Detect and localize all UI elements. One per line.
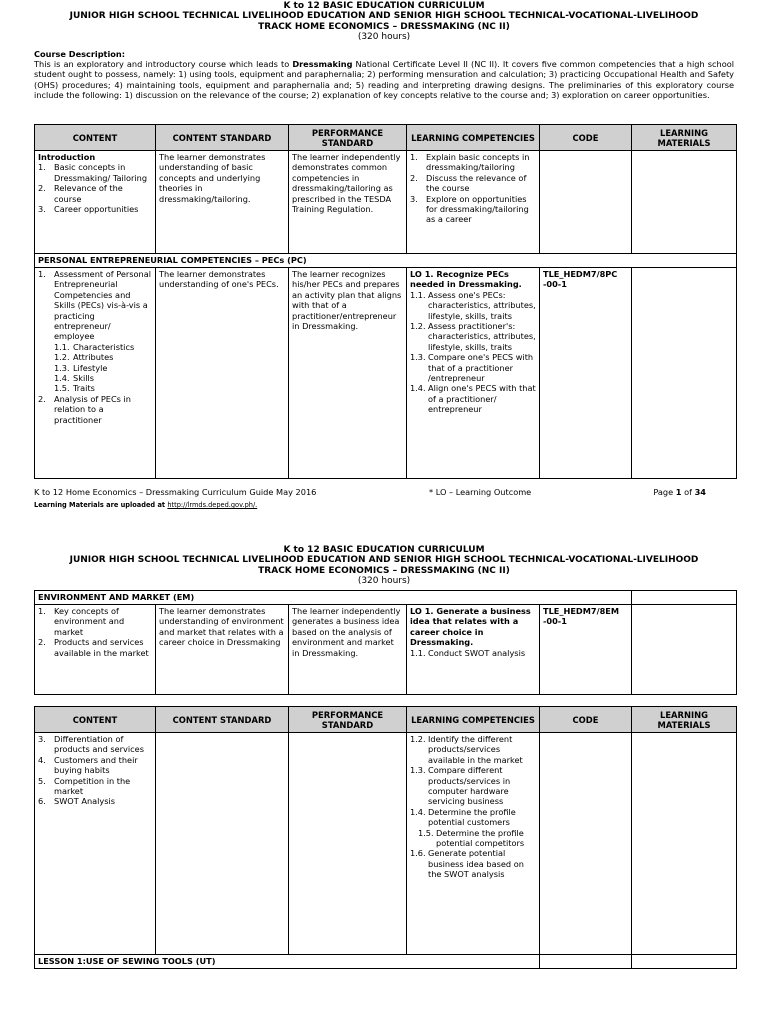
- intro-content: [35, 151, 156, 254]
- em2-performance-standard: [289, 733, 407, 955]
- pecs-code: TLE_HEDM7/8PC -00-1: [540, 268, 632, 479]
- list-item: 1.2. Attributes: [54, 352, 114, 363]
- col-content-standard: CONTENT STANDARD: [156, 707, 289, 733]
- curriculum-table-2a: [34, 590, 737, 695]
- em2-competencies: [407, 733, 540, 955]
- em-heading: ENVIRONMENT AND MARKET (EM): [35, 591, 632, 605]
- list-item: 1.1. Characteristics: [54, 341, 135, 352]
- col-learning-materials: LEARNING MATERIALS: [632, 125, 737, 151]
- list-item: 1.5. Traits: [54, 383, 95, 394]
- list-item: 2. Discuss the relevance of the course: [410, 172, 527, 194]
- curriculum-table-2b: [34, 706, 737, 969]
- course-description-after: National Certificate Level II (NC II). It covers five common competencies that a high school student ought to possess, namely: 1) using tools, equipment and paraphernalia; 2) performing mensuration and calculation; 3) practicing Occupational Health and Safety (OHS) procedures; 4) maintaining tools, equipment and paraphernalia and; 5) reading and interpreting drawing designs. The preliminaries of this exploratory course include the following: 1) discussion on the relevance of the course; 2) explanation of key concepts relative to the course and; 3) exploration on career opportunities.: [34, 59, 734, 101]
- col-performance-standard: PERFORMANCE STANDARD: [289, 125, 407, 151]
- intro-title: Introduction: [38, 152, 96, 162]
- col-learning-competencies: LEARNING COMPETENCIES: [407, 125, 540, 151]
- list-item: 6. SWOT Analysis: [38, 796, 116, 807]
- list-item: 2. Products and services available in the market: [38, 637, 149, 658]
- em-content-standard: The learner demonstrates understanding of environment and market that relates with a career choice in Dressmaking: [156, 605, 289, 695]
- course-description-before: This is an exploratory and introductory course which leads to: [34, 59, 293, 70]
- materials-link[interactable]: http://lrmds.deped.gov.ph/.: [167, 501, 258, 509]
- list-item: 1.2. Identify the different products/services available in the market: [410, 734, 523, 765]
- list-item: 1.3. Lifestyle: [54, 362, 108, 373]
- col-content: CONTENT: [35, 707, 156, 733]
- em-competencies: [407, 605, 540, 695]
- curriculum-title-2: K to 12 BASIC EDUCATION CURRICULUM: [283, 545, 485, 555]
- list-item: 1.4. Align one's PECS with that of a practitioner/ entrepreneur: [410, 383, 536, 415]
- intro-materials: [632, 151, 737, 254]
- em2-content-standard: [156, 733, 289, 955]
- list-item: 1. Assessment of Personal Entrepreneurial Competencies and Skills (PECs) vis-à-vis a practicing entrepreneur/ employee: [38, 269, 152, 342]
- pecs-competencies: [407, 268, 540, 479]
- col-learning-materials: LEARNING MATERIALS: [632, 707, 737, 733]
- list-item: 1.4. Determine the profile potential customers: [410, 806, 516, 828]
- list-item: 5. Competition in the market: [38, 775, 131, 797]
- pecs-materials: [632, 268, 737, 479]
- footer-guide: K to 12 Home Economics – Dressmaking Curriculum Guide May 2016: [34, 487, 317, 497]
- em-code: TLE_HEDM7/8EM -00-1: [540, 605, 632, 695]
- curriculum-title: K to 12 BASIC EDUCATION CURRICULUM: [283, 1, 485, 11]
- list-item: 1.4. Skills: [54, 373, 95, 384]
- list-item: 2. Relevance of the course: [38, 183, 123, 204]
- curriculum-hours-2: (320 hours): [357, 576, 411, 587]
- list-item: 3. Differentiation of products and services: [38, 734, 144, 755]
- em2-code: [540, 733, 632, 955]
- em-content: [35, 605, 156, 695]
- list-item: 1.3. Compare one's PECS with that of a practitioner /entrepreneur: [410, 352, 534, 384]
- col-content: CONTENT: [35, 125, 156, 151]
- pecs-performance-standard: The learner recognizes his/her PECs and prepares an activity plan that aligns with that of a practitioner/entrepreneur in Dressmaking.: [289, 268, 407, 479]
- list-item: 1.1. Assess one's PECs: characteristics, attributes, lifestyle, skills, traits: [410, 289, 536, 321]
- list-item: 1.1. Conduct SWOT analysis: [410, 647, 526, 658]
- list-item: 1.3. Compare different products/services in computer hardware servicing business: [410, 765, 511, 807]
- footer-lo-note: * LO – Learning Outcome: [429, 487, 532, 497]
- list-item: 1. Key concepts of environment and market: [38, 606, 125, 637]
- em2-content: [35, 733, 156, 955]
- em2-materials: [632, 733, 737, 955]
- col-code: CODE: [540, 125, 632, 151]
- curriculum-track-2: TRACK HOME ECONOMICS – DRESSMAKING (NC II): [258, 565, 510, 576]
- list-item: 1.5. Determine the profile potential competitors: [418, 827, 525, 849]
- course-description-label: Course Description:: [34, 48, 126, 59]
- intro-code: [540, 151, 632, 254]
- lesson1-heading: LESSON 1:USE OF SEWING TOOLS (UT): [35, 955, 540, 969]
- em-materials: [632, 605, 737, 695]
- footer-page-number: Page 1 of 34: [653, 487, 706, 497]
- list-item: 1. Basic concepts in Dressmaking/ Tailoring: [38, 162, 148, 183]
- list-item: 3. Explore on opportunities for dressmaking/tailoring as a career: [410, 193, 529, 225]
- col-performance-standard: PERFORMANCE STANDARD: [289, 707, 407, 733]
- pecs-heading: PERSONAL ENTREPRENEURIAL COMPETENCIES – PECs (PC): [35, 254, 737, 268]
- list-item: 2. Analysis of PECs in relation to a practitioner: [38, 393, 131, 425]
- curriculum-subtitle-2: JUNIOR HIGH SCHOOL TECHNICAL LIVELIHOOD EDUCATION AND SENIOR HIGH SCHOOL TECHNICAL-VOCATIONAL-LIVELIHOOD: [69, 555, 699, 566]
- em-heading-materials: [632, 591, 737, 605]
- em-learning-outcome: LO 1. Generate a business idea that relates with a career choice in Dressmaking.: [410, 606, 531, 648]
- col-content-standard: CONTENT STANDARD: [156, 125, 289, 151]
- list-item: 3. Career opportunities: [38, 204, 139, 215]
- curriculum-hours: (320 hours): [357, 32, 411, 43]
- curriculum-track: TRACK HOME ECONOMICS – DRESSMAKING (NC II): [258, 21, 510, 32]
- pecs-learning-outcome: LO 1. Recognize PECs needed in Dressmaking.: [410, 269, 522, 290]
- page-2: [0, 545, 768, 587]
- col-learning-competencies: LEARNING COMPETENCIES: [407, 707, 540, 733]
- curriculum-table-1: [34, 124, 737, 479]
- curriculum-subtitle: JUNIOR HIGH SCHOOL TECHNICAL LIVELIHOOD EDUCATION AND SENIOR HIGH SCHOOL TECHNICAL-VOCATIONAL-LIVELIHOOD: [69, 11, 699, 22]
- intro-performance-standard: The learner independently demonstrates common competencies in dressmaking/tailoring as prescribed in the TESDA Training Regulation.: [289, 151, 407, 254]
- list-item: 1. Explain basic concepts in dressmaking/tailoring: [410, 152, 530, 173]
- lesson1-code: [540, 955, 632, 969]
- intro-content-standard: The learner demonstrates understanding of basic concepts and underlying theories in dressmaking/tailoring.: [156, 151, 289, 254]
- lesson1-materials: [632, 955, 737, 969]
- em-performance-standard: The learner independently generates a business idea based on the analysis of environment and market in Dressmaking.: [289, 605, 407, 695]
- materials-note: Learning Materials are uploaded at http://lrmds.deped.gov.ph/.: [34, 501, 258, 509]
- list-item: 4. Customers and their buying habits: [38, 754, 138, 776]
- intro-competencies: [407, 151, 540, 254]
- list-item: 1.6. Generate potential business idea based on the SWOT analysis: [410, 848, 524, 880]
- pecs-content-standard: The learner demonstrates understanding of one's PECs.: [156, 268, 289, 479]
- page-1: [0, 0, 768, 101]
- col-code: CODE: [540, 707, 632, 733]
- course-description: [34, 49, 734, 101]
- pecs-content: [35, 268, 156, 479]
- list-item: 1.2. Assess practitioner's: characteristics, attributes, lifestyle, skills, traits: [410, 321, 536, 352]
- course-description-bold: Dressmaking: [292, 59, 353, 70]
